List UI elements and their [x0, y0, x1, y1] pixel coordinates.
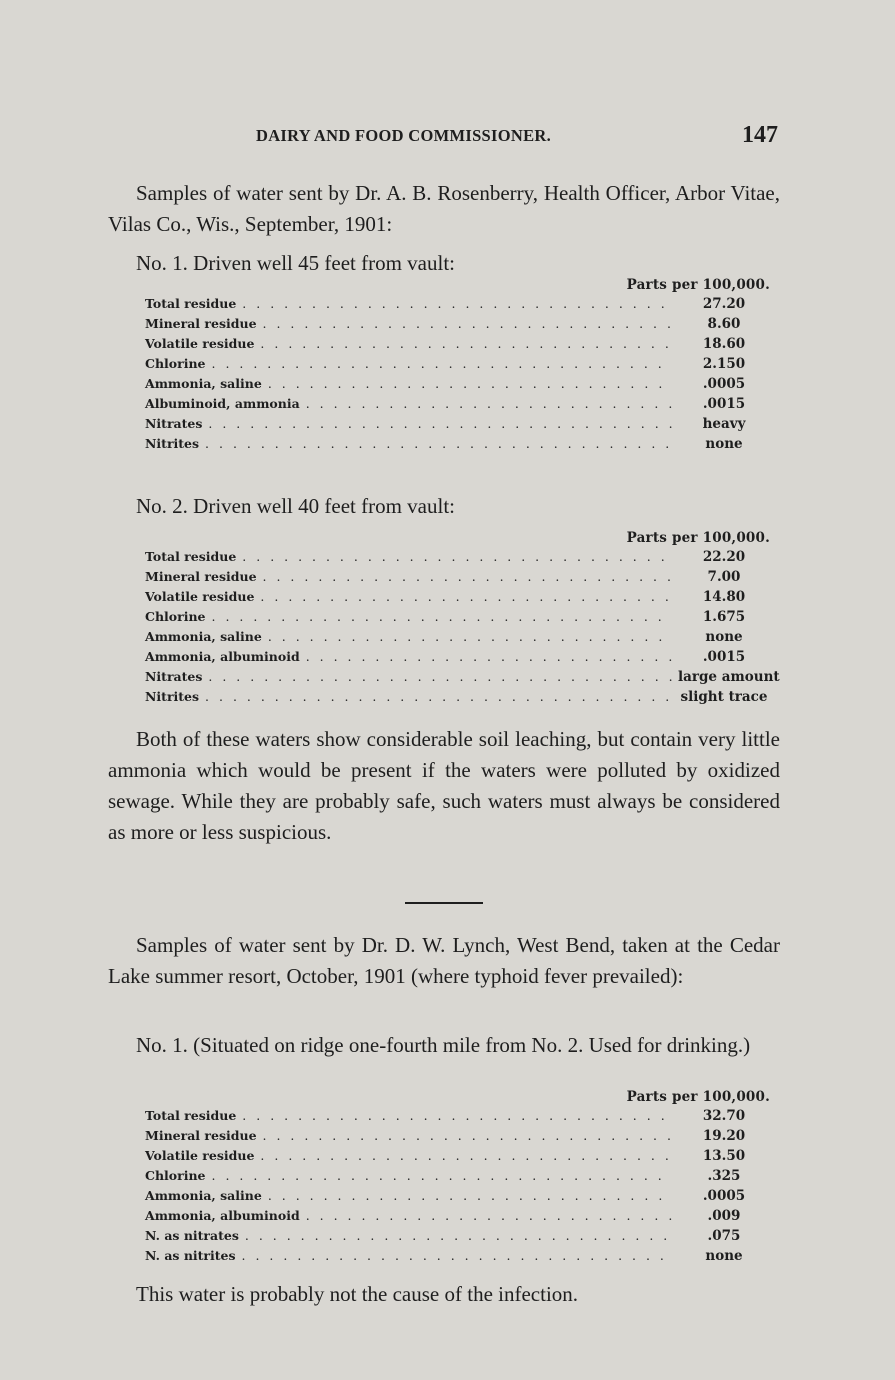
row-value: none: [705, 1248, 743, 1264]
dot-leader: [242, 1248, 672, 1263]
section2-sample1-table: [145, 1089, 770, 1268]
row-label: Chlorine: [145, 609, 206, 624]
dot-leader: [306, 1208, 672, 1223]
row-label: Volatile residue: [145, 1148, 255, 1163]
section1-intro: Samples of water sent by Dr. A. B. Rosenberry, Health Officer, Arbor Vitae, Vilas Co., Wis., September, 1901:: [108, 181, 780, 236]
dot-leader: [208, 416, 672, 431]
section2-sample1-heading: No. 1. (Situated on ridge one-fourth mile from No. 2. Used for drinking.): [136, 1033, 751, 1057]
section2-conclusion: This water is probably not the cause of the infection.: [136, 1282, 579, 1306]
row-label: Total residue: [145, 1108, 237, 1123]
table-row: [145, 316, 770, 336]
table-row: [145, 569, 770, 589]
table-unit-header: Parts per 100,000.: [626, 1089, 770, 1105]
row-value: 1.675: [702, 609, 746, 625]
page-number: 147: [742, 122, 778, 148]
table-row: [145, 1208, 770, 1228]
row-label: Ammonia, saline: [145, 1188, 262, 1203]
table-row: [145, 1128, 770, 1148]
row-value: 32.70: [702, 1108, 746, 1124]
dot-leader: [212, 1168, 673, 1183]
row-value: .0015: [702, 396, 746, 412]
row-label: N. as nitrates: [145, 1228, 239, 1243]
table-row: [145, 1168, 770, 1188]
row-label: N. as nitrites: [145, 1248, 236, 1263]
row-value: .075: [707, 1228, 741, 1244]
table-row: [145, 1188, 770, 1208]
dot-leader: [263, 316, 672, 331]
row-label: Nitrites: [145, 689, 200, 704]
table-row: [145, 1228, 770, 1248]
table-rows: [145, 1108, 770, 1268]
table-rows: [145, 549, 780, 709]
table-row: [145, 649, 770, 669]
table-row: [145, 436, 770, 456]
dot-leader: [260, 1148, 672, 1163]
dot-leader: [245, 1228, 672, 1243]
section-divider: [405, 902, 483, 904]
row-value: 19.20: [702, 1128, 746, 1144]
dot-leader: [268, 1188, 672, 1203]
row-value: .0005: [702, 1188, 746, 1204]
section1-sample2-heading: No. 2. Driven well 40 feet from vault:: [136, 494, 455, 518]
row-value: 18.60: [702, 336, 746, 352]
dot-leader: [212, 356, 673, 371]
row-label: Albuminoid, ammonia: [145, 396, 300, 411]
dot-leader: [268, 629, 672, 644]
running-title: DAIRY AND FOOD COMMISSIONER.: [256, 126, 552, 145]
table-row: [145, 1108, 770, 1128]
row-value: .325: [707, 1168, 741, 1184]
row-value: 27.20: [702, 296, 746, 312]
table-row: [145, 609, 770, 629]
table-unit-header: Parts per 100,000.: [626, 277, 770, 293]
row-value: .0005: [702, 376, 746, 392]
dot-leader: [205, 689, 672, 704]
row-value: none: [705, 629, 743, 645]
table-row: [145, 589, 770, 609]
table-row: [145, 1148, 770, 1168]
row-value: 13.50: [702, 1148, 746, 1164]
row-label: Chlorine: [145, 356, 206, 371]
table-row: [145, 689, 770, 709]
row-value: 14.80: [702, 589, 746, 605]
table-row: [145, 1248, 770, 1268]
row-label: Ammonia, saline: [145, 376, 262, 391]
table-row: [145, 416, 770, 436]
table-row: [145, 376, 770, 396]
table-row: [145, 296, 770, 316]
section2-intro: Samples of water sent by Dr. D. W. Lynch, West Bend, taken at the Cedar Lake summer resort, October, 1901 (where typhoid fever prevailed):: [108, 933, 780, 988]
row-label: Nitrates: [145, 416, 203, 431]
dot-leader: [260, 589, 672, 604]
section1-sample1-heading: No. 1. Driven well 45 feet from vault:: [136, 251, 455, 275]
table-row: [145, 549, 770, 569]
row-label: Ammonia, albuminoid: [145, 1208, 300, 1223]
table-unit-header: Parts per 100,000.: [626, 530, 770, 546]
dot-leader: [263, 569, 672, 584]
row-value: .009: [707, 1208, 741, 1224]
page-header: [108, 122, 780, 158]
row-label: Mineral residue: [145, 569, 257, 584]
row-value: 7.00: [707, 569, 741, 585]
row-value: large amount: [678, 669, 780, 685]
row-label: Chlorine: [145, 1168, 206, 1183]
row-value: heavy: [702, 416, 746, 432]
dot-leader: [306, 649, 672, 664]
row-label: Ammonia, albuminoid: [145, 649, 300, 664]
dot-leader: [208, 669, 672, 684]
table-row: [145, 356, 770, 376]
dot-leader: [268, 376, 672, 391]
row-value: 8.60: [707, 316, 741, 332]
row-label: Total residue: [145, 296, 237, 311]
table-row: [145, 629, 770, 649]
row-label: Mineral residue: [145, 316, 257, 331]
dot-leader: [242, 296, 672, 311]
row-value: .0015: [702, 649, 746, 665]
row-value: 22.20: [702, 549, 746, 565]
table-row: [145, 396, 770, 416]
section1-sample2-table: [145, 530, 780, 709]
row-label: Volatile residue: [145, 589, 255, 604]
row-value: none: [705, 436, 743, 452]
dot-leader: [260, 336, 672, 351]
row-label: Nitrites: [145, 436, 200, 451]
row-value: slight trace: [680, 689, 768, 705]
table-rows: [145, 296, 770, 456]
row-value: 2.150: [702, 356, 746, 372]
section1-conclusion: Both of these waters show considerable soil leaching, but contain very little ammonia which would be present if the waters were polluted by oxidized sewage. While they are probably safe, such waters must always be considered as more or less suspicious.: [108, 727, 780, 844]
table-row: [145, 669, 780, 689]
table-row: [145, 336, 770, 356]
row-label: Ammonia, saline: [145, 629, 262, 644]
row-label: Volatile residue: [145, 336, 255, 351]
section1-sample1-table: [145, 277, 770, 456]
row-label: Total residue: [145, 549, 237, 564]
row-label: Nitrates: [145, 669, 203, 684]
dot-leader: [212, 609, 673, 624]
dot-leader: [205, 436, 672, 451]
dot-leader: [306, 396, 672, 411]
row-label: Mineral residue: [145, 1128, 257, 1143]
dot-leader: [263, 1128, 672, 1143]
dot-leader: [242, 1108, 672, 1123]
dot-leader: [242, 549, 672, 564]
